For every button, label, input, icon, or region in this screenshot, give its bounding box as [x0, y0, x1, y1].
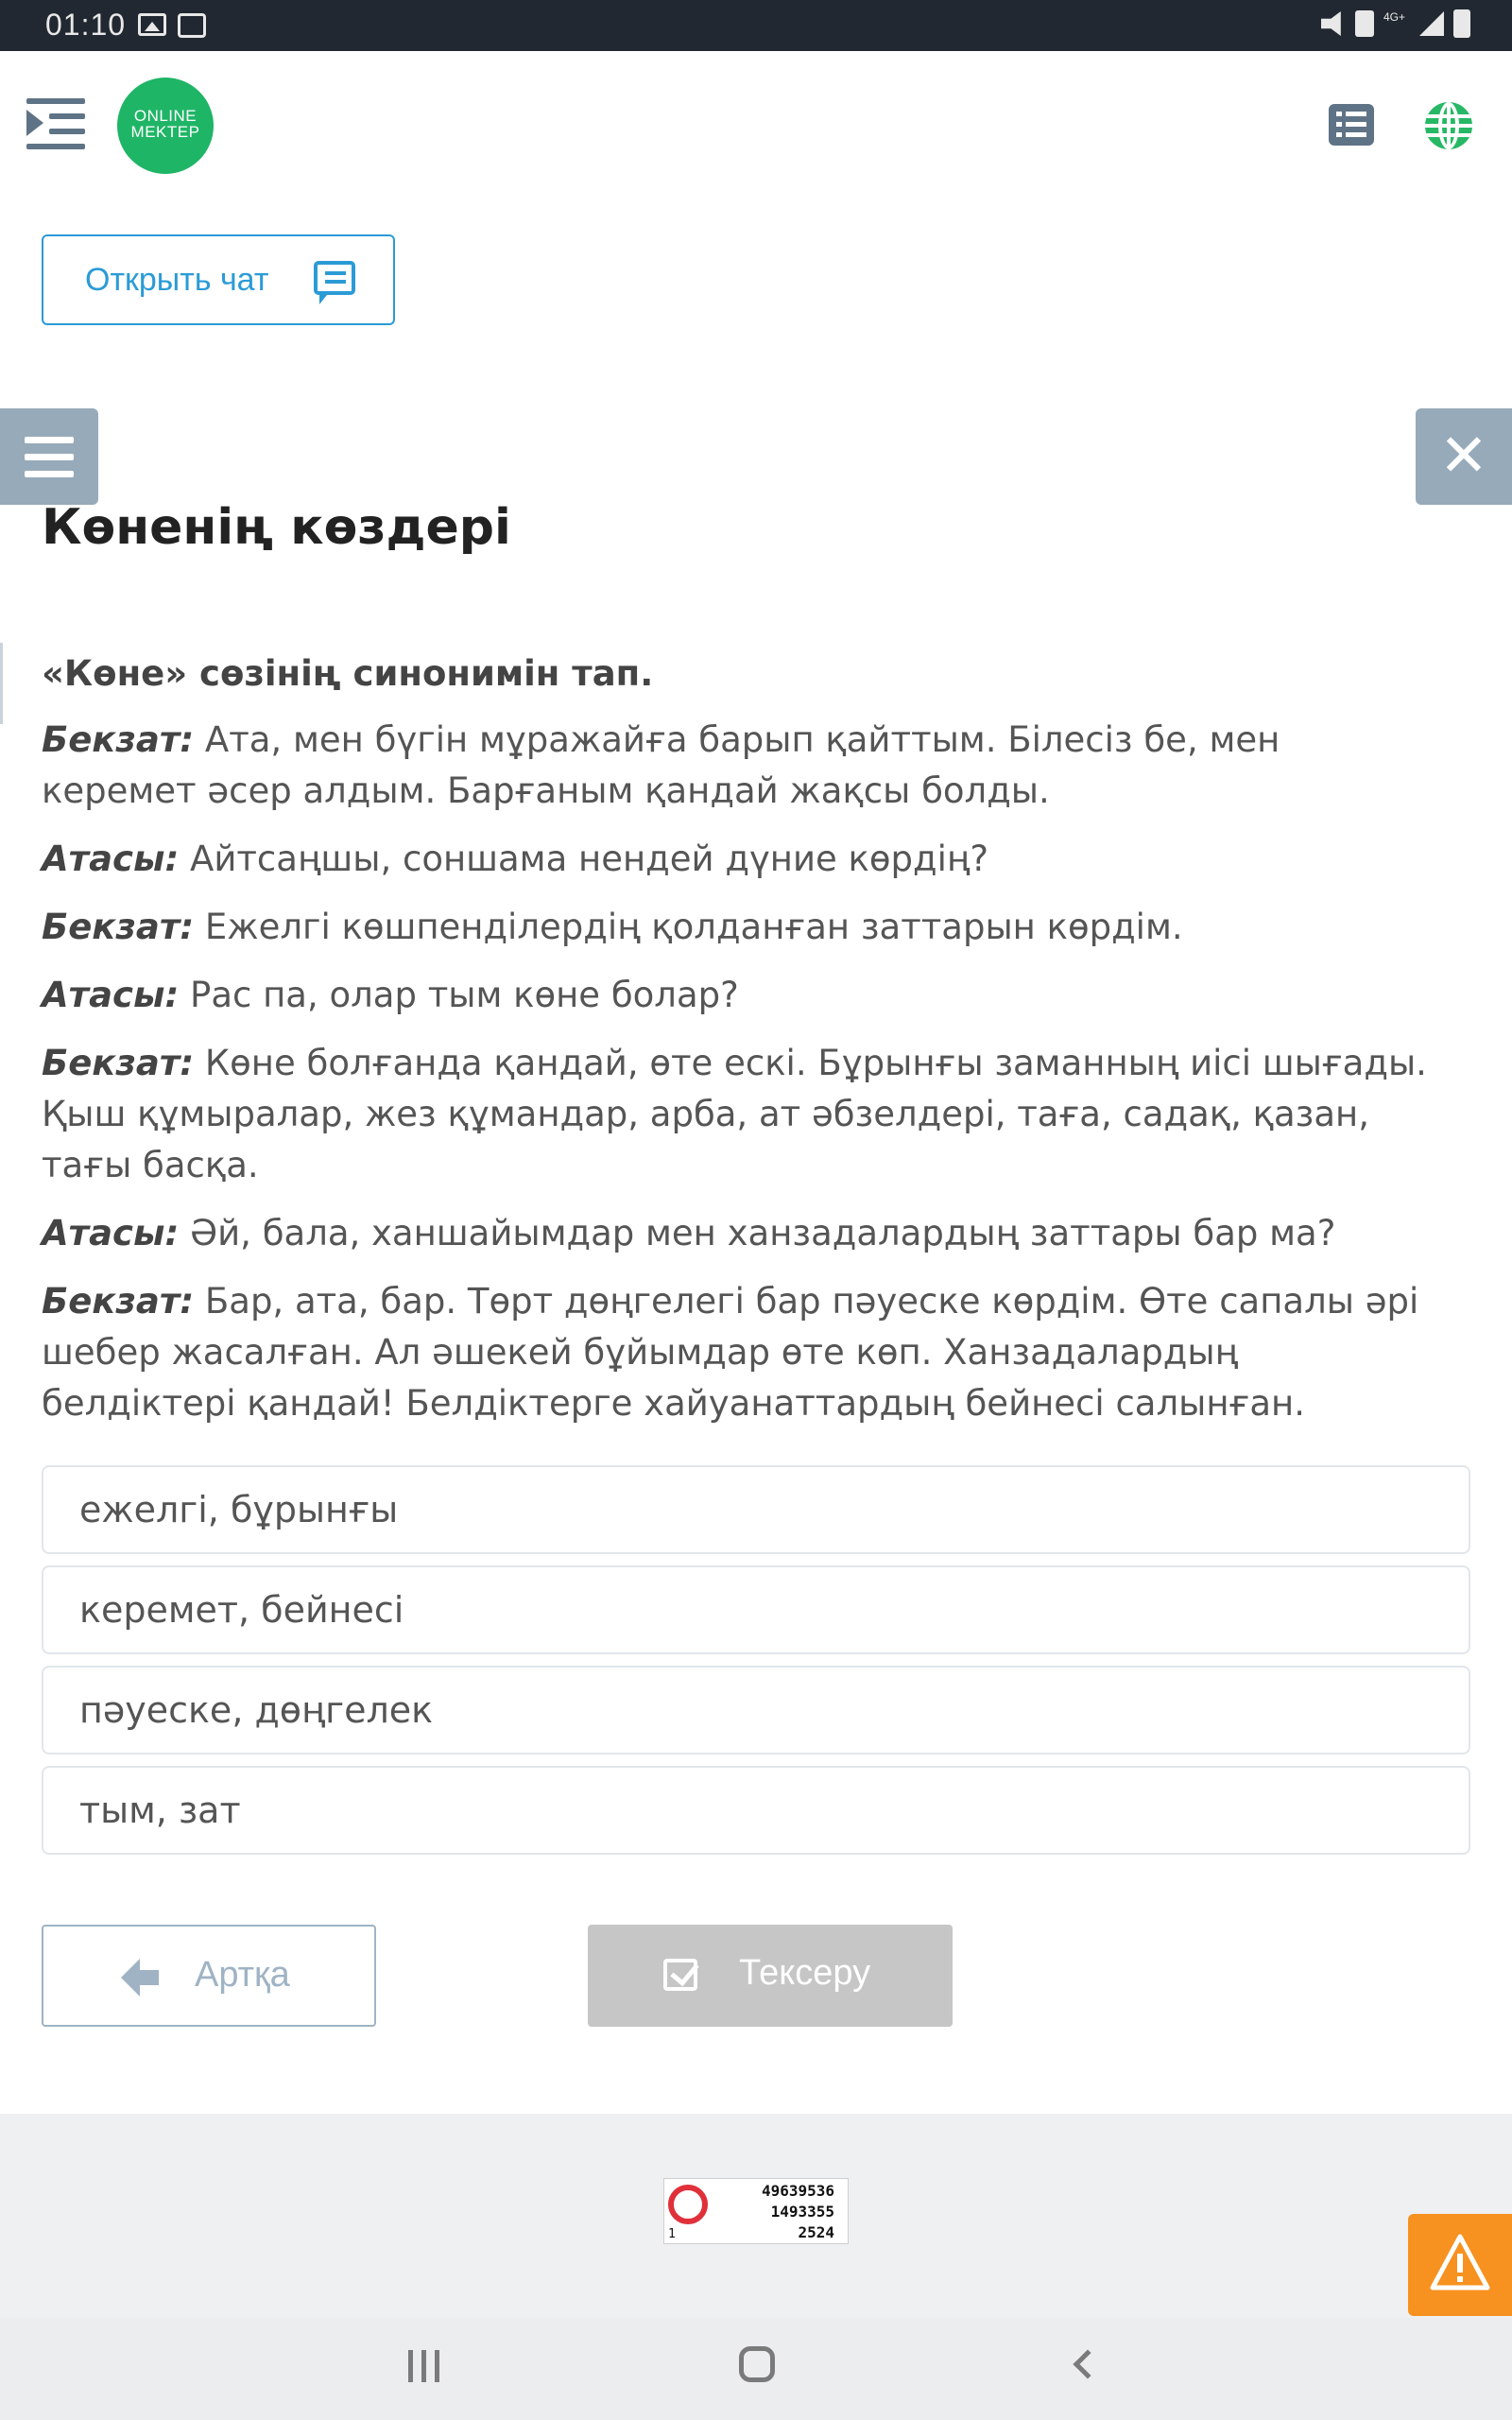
system-nav-bar	[0, 2318, 1512, 2420]
back-button[interactable]	[42, 1925, 376, 2027]
battery-icon	[1453, 9, 1470, 38]
task-content	[42, 648, 1431, 1446]
answer-option[interactable]: пәуеске, дөңгелек	[42, 1666, 1470, 1754]
answer-options	[42, 1465, 1470, 1866]
gallery-notification-icon	[138, 13, 166, 36]
status-time: 01:10	[45, 8, 127, 42]
counter-line: 2524	[798, 2223, 834, 2241]
online-mektep-logo[interactable]	[117, 78, 214, 174]
page-title: Көненің көздері	[42, 499, 511, 556]
hotspot-notification-icon	[178, 13, 206, 38]
mute-icon	[1321, 11, 1346, 36]
side-menu-button[interactable]	[0, 408, 98, 505]
dialogue-line	[42, 1208, 1431, 1259]
dialogue-text: Ата, мен бүгін мұражайға барып қайттым. Білесіз бе, мен керемет әсер алдым. Барғаным қандай жақсы болды.	[42, 719, 1280, 811]
dialogue-text: Рас па, олар тым көне болар?	[179, 975, 739, 1015]
speaker: Атасы:	[42, 838, 180, 879]
speaker: Бекзат:	[42, 1043, 195, 1083]
status-icons	[1321, 9, 1470, 38]
speaker: Бекзат:	[42, 1281, 195, 1322]
answer-option[interactable]: ежелгі, бұрынғы	[42, 1465, 1470, 1554]
dialogue-text: Ежелгі көшпенділердің қолданған заттарын көрдім.	[194, 907, 1183, 947]
dialogue-line	[42, 715, 1431, 817]
logo-line-1: ONLINE	[133, 107, 198, 125]
close-button[interactable]	[1416, 408, 1512, 505]
open-chat-button[interactable]	[42, 234, 395, 325]
dialogue-line	[42, 902, 1431, 953]
task-accent-bar	[0, 643, 3, 724]
speaker: Бекзат:	[42, 907, 195, 947]
counter-logo-icon	[668, 2185, 708, 2224]
counter-left-number: 1	[668, 2227, 676, 2241]
open-chat-label: Открыть чат	[85, 261, 269, 298]
speaker: Атасы:	[42, 975, 180, 1015]
speaker: Бекзат:	[42, 719, 195, 760]
dialogue-line	[42, 1276, 1431, 1429]
close-icon: ✕	[1439, 421, 1488, 490]
checkbox-check-icon	[663, 1959, 697, 1991]
speaker: Атасы:	[42, 1213, 180, 1253]
battery-saver-icon	[1355, 10, 1374, 37]
counter-line: 1493355	[770, 2203, 834, 2221]
counter-line: 49639536	[761, 2182, 834, 2200]
status-bar	[0, 0, 1512, 51]
logo-line-2: MEKTEP	[130, 123, 200, 141]
check-button[interactable]	[588, 1925, 953, 2027]
chat-icon	[314, 261, 355, 295]
dialogue-text: Бар, ата, бар. Төрт дөңгелегі бар пәуеске көрдім. Өте сапалы әрі шебер жасалған. Ал әшекей бұйымдар өте көп. Ханзадалардың белдіктері қандай! Белдіктерге хайуанаттардың бейнесі салынған.	[42, 1281, 1419, 1424]
counter-numbers	[762, 2181, 834, 2243]
dialogue-text: Көне болғанда қандай, өте ескі. Бұрынғы заманның иісі шығады. Қыш құмыралар, жез құмандар, арба, ат әбзелдері, таға, садақ, қазан, тағы басқа.	[42, 1043, 1427, 1185]
signal-icon	[1419, 11, 1444, 36]
task-question: «Көне» сөзінің синонимін тап.	[42, 653, 654, 694]
arrow-left-icon	[121, 1959, 159, 1996]
home-icon[interactable]	[739, 2346, 775, 2382]
back-nav-icon[interactable]	[1073, 2349, 1102, 2378]
answer-option[interactable]: керемет, бейнесі	[42, 1565, 1470, 1654]
main-menu-icon[interactable]	[26, 98, 85, 151]
answer-option[interactable]: тым, зат	[42, 1766, 1470, 1855]
dialogue-line	[42, 834, 1431, 885]
list-icon[interactable]	[1329, 104, 1374, 146]
globe-language-icon[interactable]	[1425, 102, 1472, 149]
dialogue-text: Айтсаңшы, соншама нендей дүние көрдің?	[179, 838, 988, 879]
report-problem-button[interactable]	[1408, 2214, 1512, 2316]
back-label: Артқа	[195, 1955, 290, 1995]
dialogue-text: Әй, бала, ханшайымдар мен ханзадалардың заттары бар ма?	[179, 1213, 1336, 1253]
dialogue-line	[42, 1038, 1431, 1191]
visitor-counter[interactable]	[663, 2178, 849, 2244]
recent-apps-icon[interactable]	[408, 2350, 442, 2382]
network-type-icon: 4G+	[1383, 10, 1406, 24]
dialogue-line	[42, 970, 1431, 1021]
check-label: Тексеру	[739, 1953, 871, 1993]
warning-icon	[1429, 2233, 1491, 2291]
